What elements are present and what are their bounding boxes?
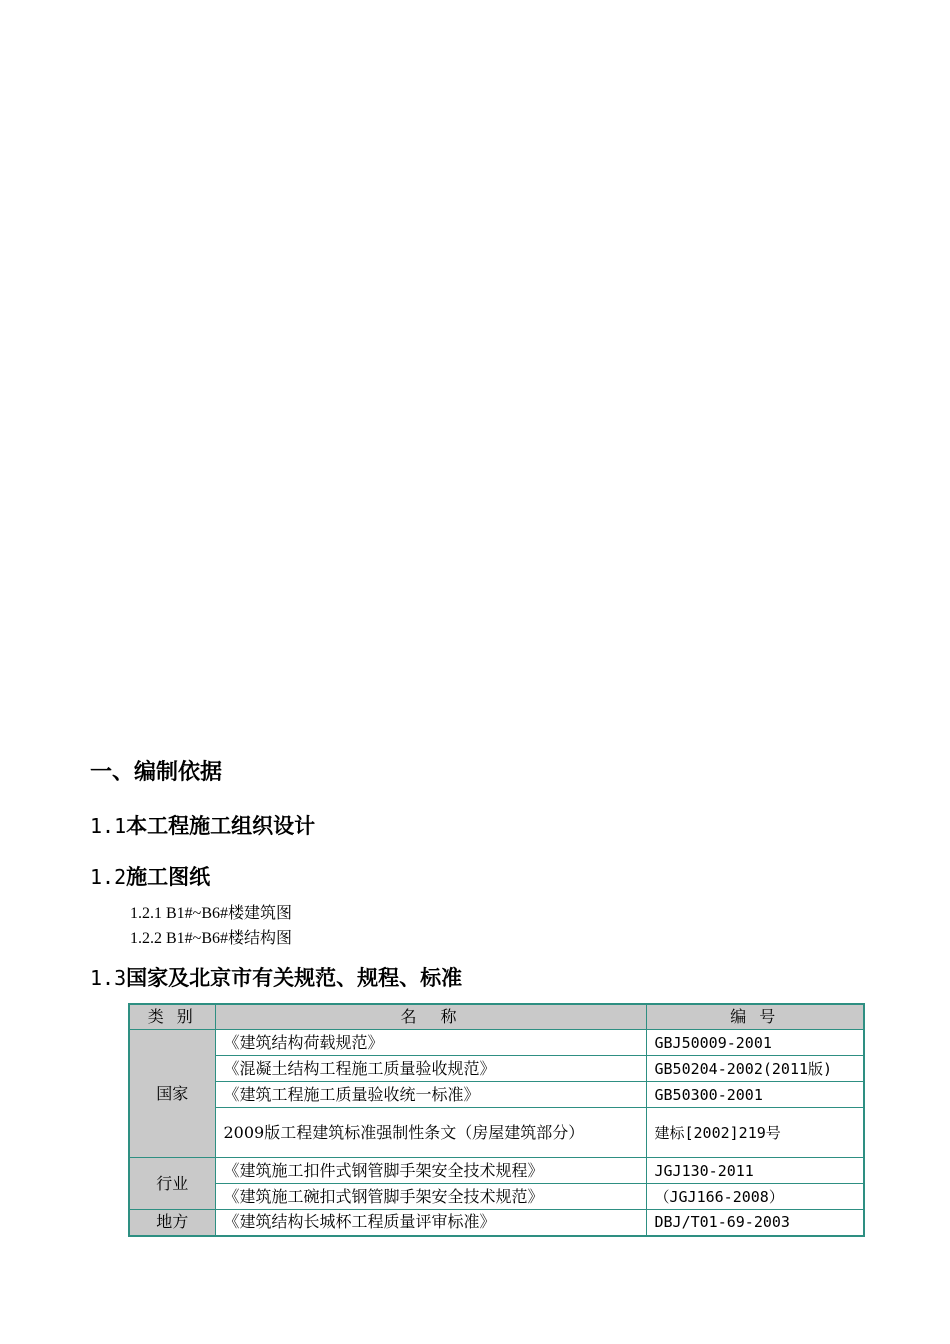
- category-cell: 国家: [129, 1030, 215, 1158]
- section-heading-1-3: [90, 963, 462, 993]
- table-row: [129, 1210, 864, 1236]
- section-title: 国家及北京市有关规范、规程、标准: [126, 966, 463, 990]
- standard-code: （JGJ166-2008）: [646, 1184, 864, 1210]
- standard-name: 《建筑施工扣件式钢管脚手架安全技术规程》: [215, 1158, 646, 1184]
- chapter-heading: 一、编制依据: [90, 760, 223, 785]
- table-header-row: [129, 1004, 864, 1030]
- header-category: 类 别: [129, 1004, 215, 1030]
- standard-name: 《建筑施工碗扣式钢管脚手架安全技术规范》: [215, 1184, 646, 1210]
- drawing-item: 1.2.2 B1#~B6#楼结构图: [130, 930, 293, 947]
- category-cell: 行业: [129, 1158, 215, 1210]
- standard-code: DBJ/T01-69-2003: [646, 1210, 864, 1236]
- section-heading-1-1: [90, 811, 315, 841]
- table-row: [129, 1030, 864, 1056]
- header-name: 名 称: [215, 1004, 646, 1030]
- section-title: 施工图纸: [126, 865, 211, 889]
- header-code: 编 号: [646, 1004, 864, 1030]
- drawing-item: 1.2.1 B1#~B6#楼建筑图: [130, 905, 293, 922]
- section-title: 本工程施工组织设计: [126, 814, 316, 838]
- table-row: [129, 1056, 864, 1082]
- table-row: [129, 1158, 864, 1184]
- standard-code: GB50300-2001: [646, 1082, 864, 1108]
- standards-table: [128, 1003, 865, 1237]
- standard-code: GBJ50009-2001: [646, 1030, 864, 1056]
- section-number: 1.2: [90, 865, 127, 889]
- standard-name: 《建筑结构长城杯工程质量评审标准》: [215, 1210, 646, 1236]
- table-row: [129, 1108, 864, 1158]
- section-number: 1.3: [90, 966, 127, 990]
- standard-name: 《建筑结构荷载规范》: [215, 1030, 646, 1056]
- standard-name: 《混凝土结构工程施工质量验收规范》: [215, 1056, 646, 1082]
- standard-code: GB50204-2002(2011版): [646, 1056, 864, 1082]
- section-heading-1-2: [90, 862, 210, 892]
- table-row: [129, 1184, 864, 1210]
- standard-code: JGJ130-2011: [646, 1158, 864, 1184]
- table-row: [129, 1082, 864, 1108]
- standard-name: 2009版工程建筑标准强制性条文（房屋建筑部分）: [215, 1108, 646, 1158]
- standard-name: 《建筑工程施工质量验收统一标准》: [215, 1082, 646, 1108]
- section-number: 1.1: [90, 814, 127, 838]
- category-cell: 地方: [129, 1210, 215, 1236]
- standard-code: 建标[2002]219号: [646, 1108, 864, 1158]
